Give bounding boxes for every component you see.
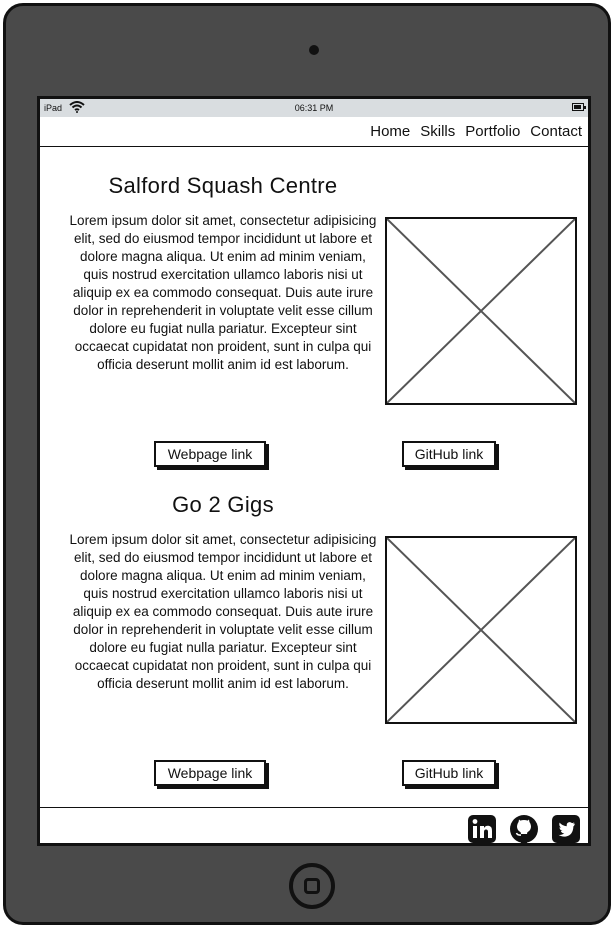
project-description: Lorem ipsum dolor sit amet, consectetur adipisicing elit, sed do eiusmod tempor incididunt ut labore et dolore magna aliqua. Ut enim ad minim veniam, quis nostrud exercitation ullamco laboris nisi ut aliquip ex ea commodo consequat. Duis aute irure dolor in reprehenderit in voluptate velit esse cillum dolore eu fugiat nulla pariatur. Excepteur sint occaecat cupidatat non proident, sunt in culpa qui officia deserunt mollit anim id est laborum. xyxy=(69,532,377,691)
github-icon[interactable] xyxy=(510,815,538,843)
project-title: Salford Squash Centre xyxy=(108,173,338,198)
status-time: 06:31 PM xyxy=(294,103,334,113)
screen xyxy=(37,96,591,846)
twitter-icon[interactable] xyxy=(552,815,580,843)
github-link-button[interactable]: GitHub link xyxy=(402,760,496,786)
tablet-frame xyxy=(3,3,611,925)
github-link-button[interactable]: GitHub link xyxy=(402,441,496,467)
battery-icon xyxy=(572,103,584,111)
nav-skills[interactable]: Skills xyxy=(420,123,456,140)
home-button[interactable] xyxy=(289,863,335,909)
nav-portfolio[interactable]: Portfolio xyxy=(465,123,521,140)
top-nav xyxy=(370,123,582,140)
project-description: Lorem ipsum dolor sit amet, consectetur adipisicing elit, sed do eiusmod tempor incididunt ut labore et dolore magna aliqua. Ut enim ad minim veniam, quis nostrud exercitation ullamco laboris nisi ut aliquip ex ea commodo consequat. Duis aute irure dolor in reprehenderit in voluptate velit esse cillum dolore eu fugiat nulla pariatur. Excepteur sint occaecat cupidatat non proident, sunt in culpa qui officia deserunt mollit anim id est laborum. xyxy=(69,213,377,372)
image-placeholder xyxy=(385,217,577,405)
project-title: Go 2 Gigs xyxy=(172,492,274,517)
webpage-link-button[interactable]: Webpage link xyxy=(154,441,266,467)
carrier-label: iPad xyxy=(44,103,63,113)
webpage-link-button[interactable]: Webpage link xyxy=(154,760,266,786)
nav-contact[interactable]: Contact xyxy=(530,123,582,140)
nav-home[interactable]: Home xyxy=(370,123,411,140)
image-placeholder xyxy=(385,536,577,724)
header-divider xyxy=(40,146,588,147)
linkedin-icon[interactable] xyxy=(468,815,496,843)
footer-divider xyxy=(40,807,588,808)
status-bar xyxy=(40,99,588,117)
home-square-icon xyxy=(304,878,320,894)
camera-icon xyxy=(309,45,319,55)
